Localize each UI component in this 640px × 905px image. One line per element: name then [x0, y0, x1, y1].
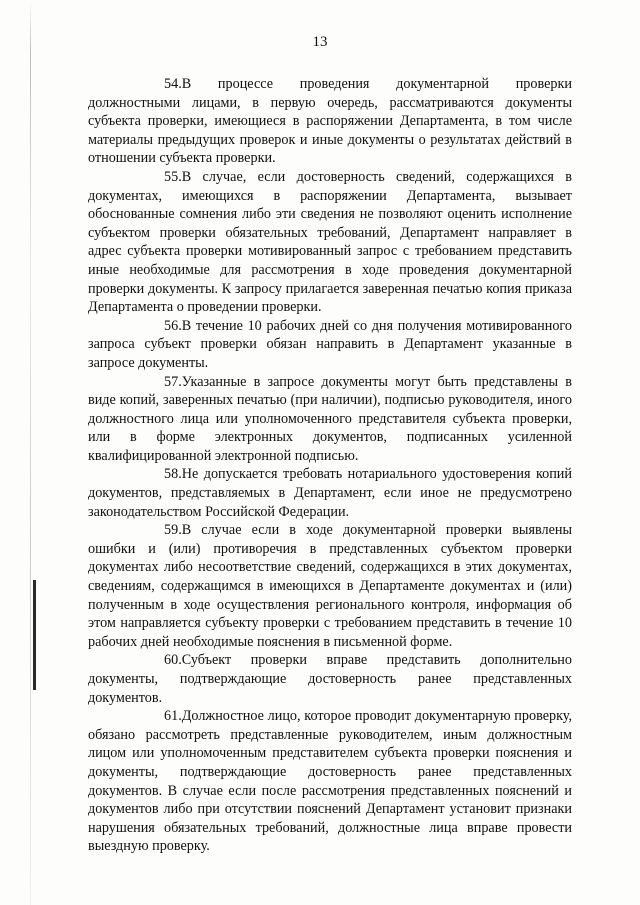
paragraph-57: [88, 373, 572, 466]
paragraph-number: 57.: [164, 373, 182, 390]
paragraph-number: 54.: [164, 76, 182, 92]
scan-edge-line: [30, 0, 31, 905]
paragraph-59: [88, 521, 572, 651]
paragraph-55: [88, 168, 572, 317]
paragraph-number: 59.: [164, 522, 182, 539]
paragraph-56: [88, 317, 572, 373]
page-number: 13: [312, 34, 328, 50]
paragraph-text: В течение 10 рабочих дней со дня получения мотивированного запроса субъект проверки обязан направить в Департамент указанные в запросе документы.: [88, 317, 572, 371]
paragraph-61: [88, 707, 572, 856]
paragraph-text: Указанные в запросе документы могут быть представлены в виде копий, заверенных печатью (при наличии), подписью руководителя, иного должностного лица или уполномоченного представителя субъекта проверки, или в форме электронных документов, подписанных усиленной квалифицированной электронной подписью.: [88, 373, 572, 464]
paragraph-number: 55.: [164, 168, 182, 185]
paragraph-number: 58.: [164, 466, 182, 483]
scan-binding-mark: [33, 580, 36, 690]
paragraph-number: 60.: [164, 652, 182, 669]
paragraph-58: [88, 465, 572, 521]
paragraph-text: В процессе проведения документарной проверки должностными лицами, в первую очередь, рассматриваются документы субъекта проверки, имеющиеся в распоряжении Департамента, в том числе материалы предыдущих проверок и иные документы о результатах действий в отношении субъекта проверки.: [88, 76, 572, 167]
document-body: [88, 75, 572, 856]
paragraph-54: [88, 75, 572, 168]
paragraph-text: Субъект проверки вправе представить дополнительно документы, подтверждающие достоверность ранее представленных документов.: [88, 652, 572, 706]
paragraph-text: Должностное лицо, которое проводит документарную проверку, обязано рассмотреть представленные руководителем, иным должностным лицом или уполномоченным представителем субъекта проверки пояснения и документы, подтверждающие достоверность ранее представленных документов. В случае если после рассмотрения представленных пояснений и документов либо при отсутствии пояснений Департамент установит признаки нарушения обязательных требований, должностные лица вправе провести выездную проверку.: [88, 708, 572, 855]
paragraph-number: 56.: [164, 317, 182, 334]
paragraph-text: В случае если в ходе документарной проверки выявлены ошибки и (или) противоречия в представленных субъектом проверки документах либо несоответствие сведений, содержащихся в этих документах, сведениям, содержащимся в имеющихся в Департаменте документах и (или) полученным в ходе осуществления регионального контроля, информация об этом направляется субъекту проверки с требованием представить в течение 10 рабочих дней необходимые пояснения в письменной форме.: [88, 522, 572, 650]
paragraph-text: Не допускается требовать нотариального удостоверения копий документов, представляемых в Департамент, если иное не предусмотрено законодательством Российской Федерации.: [88, 466, 572, 520]
paragraph-60: [88, 651, 572, 707]
paragraph-text: В случае, если достоверность сведений, содержащихся в документах, имеющихся в распоряжении Департамента, вызывает обоснованные сомнения либо эти сведения не позволяют оценить исполнение субъектом проверки обязательных требований, Департамент направляет в адрес субъекта проверки мотивированный запрос с требованием представить иные необходимые для рассмотрения в ходе проведения документарной проверки документы. К запросу прилагается заверенная печатью копия приказа Департамента о проведении проверки.: [88, 168, 572, 316]
paragraph-number: 61.: [164, 708, 182, 725]
